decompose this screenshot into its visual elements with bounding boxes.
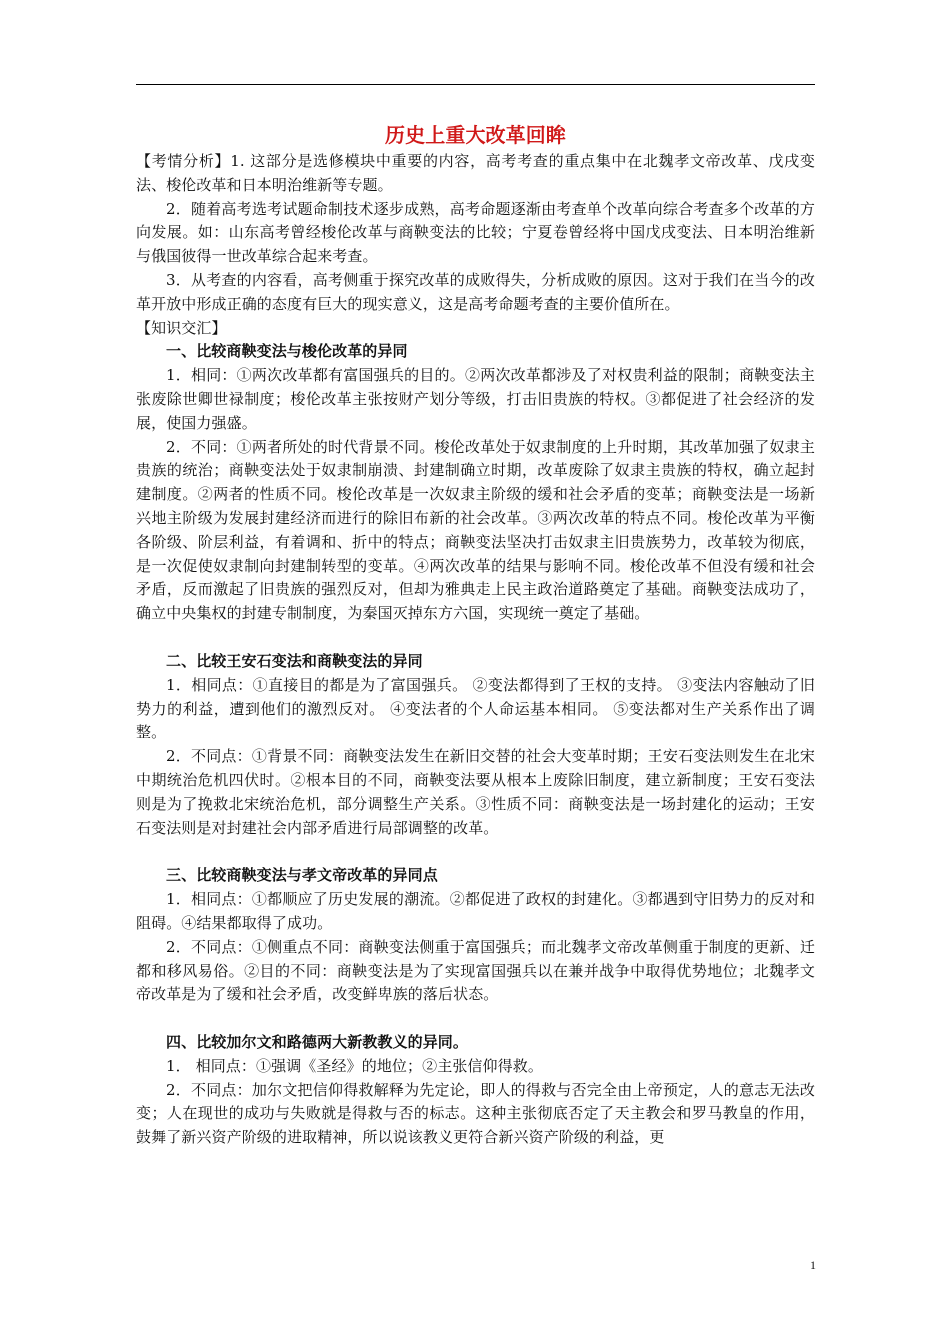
exam-analysis-paragraph-2: 2．随着高考选考试题命制技术逐步成熟，高考命题逐渐由考查单个改革向综合考查多个改革的方向发展。如：山东高考曾经梭伦改革与商鞅变法的比较；宁夏卷曾经将中国戊戌变法、日本明治维新与俄国彼得一世改革综合起来考查。 [136, 199, 815, 266]
header-rule [136, 84, 815, 85]
section-heading-2: 二、比较王安石变法和商鞅变法的异同 [166, 651, 423, 670]
section-1-paragraph-1: 1．相同：①两次改革都有富国强兵的目的。②两次改革都涉及了对权贵利益的限制；商鞅变法主张废除世卿世禄制度；梭伦改革主张按财产划分等级，打击旧贵族的特权。③都促进了社会经济的发展，使国力强盛。 [136, 366, 815, 432]
section-gap [136, 840, 815, 864]
section-gap [136, 1007, 815, 1031]
document-body [136, 122, 815, 1150]
knowledge-section-label: 【知识交汇】 [136, 318, 227, 337]
section-4-paragraph-2: 2．不同点：加尔文把信仰得救解释为先定论，即人的得救与否完全由上帝预定，人的意志无法改变；人在现世的成功与失败就是得救与否的标志。这种主张彻底否定了天主教会和罗马教皇的作用，鼓舞了新兴资产阶级的进取精神，所以说该教义更符合新兴资产阶级的利益，更 [136, 1080, 815, 1147]
exam-analysis-paragraph-1: 【考情分析】1. 这部分是选修模块中重要的内容，高考考查的重点集中在北魏孝文帝改革、戊戌变法、梭伦改革和日本明治维新等专题。 [136, 152, 815, 194]
section-4-paragraph-1: 1． 相同点：①强调《圣经》的地位；②主张信仰得救。 [166, 1056, 543, 1075]
document-title: 历史上重大改革回眸 [385, 123, 566, 147]
section-heading-1: 一、比较商鞅变法与梭伦改革的异同 [166, 342, 408, 361]
section-2-paragraph-2: 2．不同点：①背景不同：商鞅变法发生在新旧交替的社会大变革时期；王安石变法则发生在北宋中期统治危机四伏时。②根本目的不同，商鞅变法要从根本上废除旧制度，建立新制度；王安石变法则是为了挽救北宋统治危机，部分调整生产关系。③性质不同：商鞅变法是一场封建化的运动；王安石变法则是对封建社会内部矛盾进行局部调整的改革。 [136, 747, 815, 837]
page-number: 1 [810, 1258, 816, 1272]
section-heading-4: 四、比较加尔文和路德两大新教教义的异同。 [166, 1033, 469, 1052]
section-3-paragraph-1: 1．相同点：①都顺应了历史发展的潮流。②都促进了政权的封建化。③都遇到守旧势力的反对和阻碍。④结果都取得了成功。 [136, 890, 815, 932]
section-1-paragraph-2: 2．不同：①两者所处的时代背景不同。梭伦改革处于奴隶制度的上升时期，其改革加强了奴隶主贵族的统治；商鞅变法处于奴隶制崩溃、封建制确立时期，改革废除了奴隶主贵族的特权，确立起封建制度。②两者的性质不同。梭伦改革是一次奴隶主阶级的缓和社会矛盾的变革；商鞅变法是一场新兴地主阶级为发展封建经济而进行的除旧布新的社会改革。③两次改革的特点不同。梭伦改革为平衡各阶级、阶层利益，有着调和、折中的特点；商鞅变法坚决打击奴隶主旧贵族势力，改革较为彻底，是一次促使奴隶制向封建制转型的变革。④两次改革的结果与影响不同。梭伦改革不但没有缓和社会矛盾，反而激起了旧贵族的强烈反对，但却为雅典走上民主政治道路奠定了基础。商鞅变法成功了，确立中央集权的封建专制制度，为秦国灭掉东方六国，实现统一奠定了基础。 [136, 437, 815, 623]
section-heading-3: 三、比较商鞅变法与孝文帝改革的异同点 [166, 866, 438, 885]
section-2-paragraph-1: 1．相同点：①直接目的都是为了富国强兵。 ②变法都得到了王权的支持。 ③变法内容触动了旧势力的利益，遭到他们的激烈反对。 ④变法者的个人命运基本相同。 ⑤变法都对生产关系作出了调整。 [136, 675, 815, 742]
section-gap [136, 626, 815, 650]
section-3-paragraph-2: 2．不同点：①侧重点不同：商鞅变法侧重于富国强兵；而北魏孝文帝改革侧重于制度的更新、迁都和移风易俗。②目的不同：商鞅变法是为了实现富国强兵以在兼并战争中取得优势地位；北魏孝文帝改革是为了缓和社会矛盾，改变鲜卑族的落后状态。 [136, 937, 815, 1004]
exam-analysis-paragraph-3: 3．从考查的内容看，高考侧重于探究改革的成败得失，分析成败的原因。这对于我们在当今的改革开放中形成正确的态度有巨大的现实意义，这是高考命题考查的主要价值所在。 [136, 270, 815, 313]
